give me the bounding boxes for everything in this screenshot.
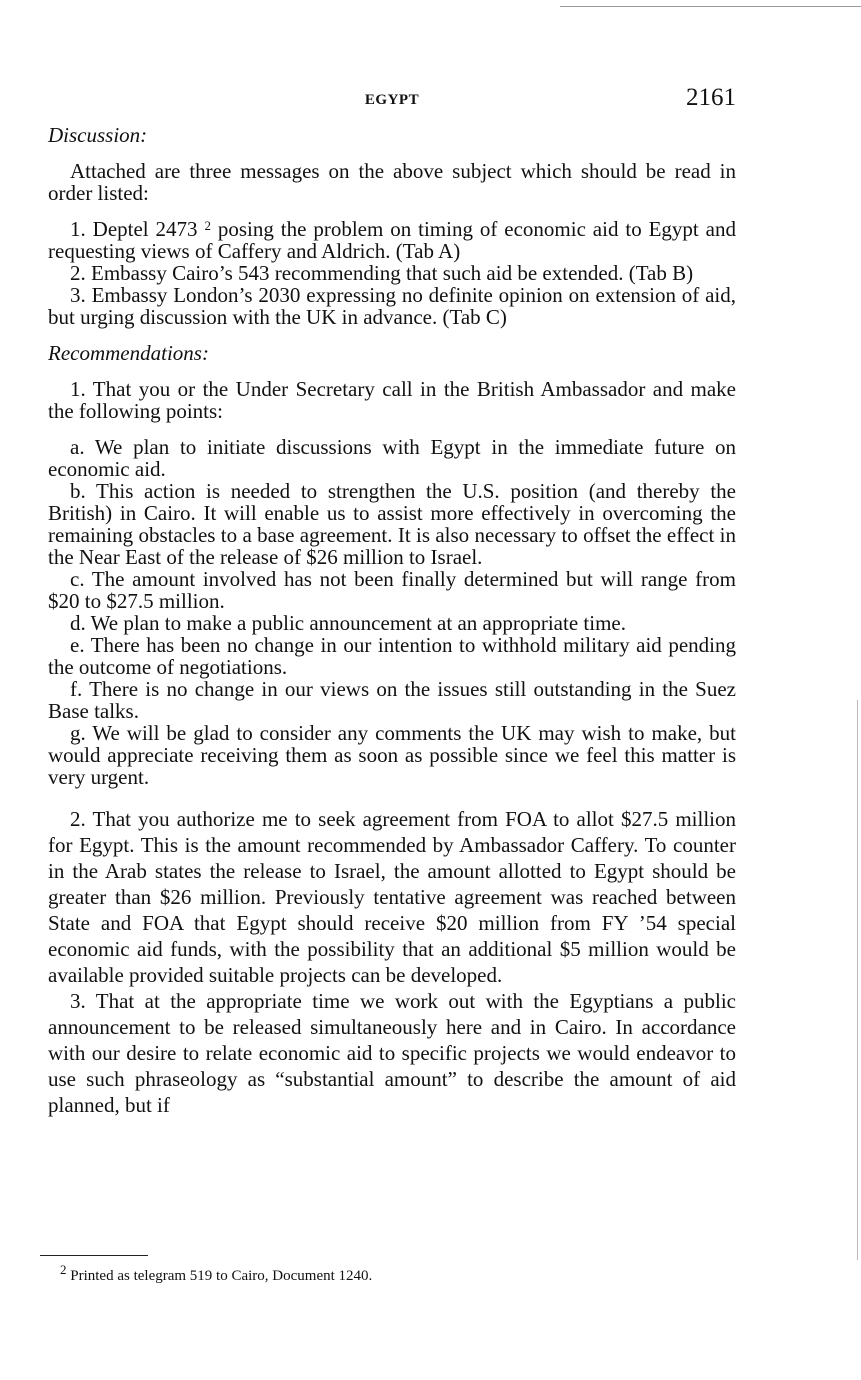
binding-edge-line	[857, 700, 858, 1260]
discussion-item: 1. Deptel 2473 $^2$ posing the problem on timing of economic aid to Egypt and requesting views of Caffery and Aldrich. (Tab A)	[48, 217, 736, 263]
running-head: EGYPT	[364, 92, 420, 108]
footnote-text: Printed as telegram 519 to Cairo, Document 1240.	[70, 1268, 373, 1284]
recommendation-3: 3. That at the appropriate time we work out with the Egyptians a public announcement to be released simultaneously here and in Cairo. In accordance with our desire to relate economic aid to specific projects we would endeavor to use such phraseology as “substantial amount” to describe the amount of aid planned, but if	[48, 989, 736, 1117]
discussion-item: 3. Embassy London’s 2030 expressing no definite opinion on extension of aid, but urging discussion with the UK in advance. (Tab C)	[48, 283, 736, 329]
discussion-heading: Discussion:	[48, 123, 148, 147]
page-number: 2161	[686, 84, 736, 111]
recommendation-2: 2. That you authorize me to seek agreement from FOA to allot $27.5 million for Egypt. This is the amount recommended by Ambassador Caffery. To counter in the Arab states the release to Israel, the amount allotted to Egypt should be greater than $26 million. Previously tentative agreement was reached between State and FOA that Egypt should receive $20 million from FY ’54 special economic aid funds, with the possibility that an additional $5 million would be available provided suitable projects can be developed.	[48, 807, 736, 987]
footnote-rule	[40, 1255, 148, 1256]
top-edge-rule	[560, 6, 861, 7]
page-header	[48, 84, 736, 116]
footnote-marker: 2	[60, 1262, 67, 1277]
discussion-item: 2. Embassy Cairo’s 543 recommending that such aid be extended. (Tab B)	[70, 261, 694, 285]
page-body	[48, 124, 736, 1118]
point-c: c. The amount involved has not been finally determined but will range from $20 to $27.5 million.	[48, 567, 736, 613]
recommendations-heading: Recommendations:	[48, 341, 209, 365]
point-d: d. We plan to make a public announcement at an appropriate time.	[70, 611, 626, 635]
point-g: g. We will be glad to consider any comments the UK may wish to make, but would appreciate receiving them as soon as possible since we feel this matter is very urgent.	[48, 721, 736, 789]
footnote-ref: 2	[204, 218, 211, 233]
footnote	[60, 1262, 373, 1285]
point-e: e. There has been no change in our intention to withhold military aid pending the outcome of negotiations.	[48, 633, 736, 679]
point-b: b. This action is needed to strengthen the U.S. position (and thereby the British) in Cairo. It will enable us to assist more effectively in overcoming the remaining obstacles to a base agreement. It is also necessary to offset the effect in the Near East of the release of $26 million to Israel.	[48, 479, 736, 569]
discussion-intro: Attached are three messages on the above subject which should be read in order listed:	[48, 159, 736, 205]
point-f: f. There is no change in our views on the issues still outstanding in the Suez Base talks.	[48, 677, 736, 723]
recommendation-1: 1. That you or the Under Secretary call in the British Ambassador and make the following points:	[48, 377, 736, 423]
point-a: a. We plan to initiate discussions with Egypt in the immediate future on economic aid.	[48, 435, 736, 481]
